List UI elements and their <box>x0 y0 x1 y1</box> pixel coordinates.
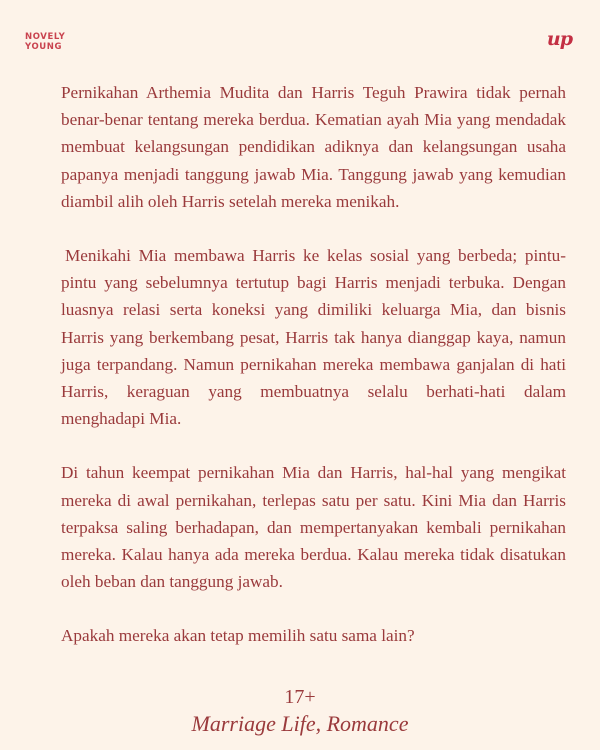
synopsis <box>61 79 566 650</box>
synopsis-paragraph-1: Pernikahan Arthemia Mudita dan Harris Teguh Prawira tidak pernah benar-benar tentang mereka berdua. Kematian ayah Mia yang mendadak membuat kelangsungan pendidikan adiknya dan kelangsungan usaha papanya menjadi tanggung jawab Mia. Tanggung jawab yang kemudian diambil alih oleh Harris setelah mereka menikah. <box>61 83 566 211</box>
brand-logo <box>25 32 65 52</box>
brand-line-2: YOUNG <box>25 42 63 52</box>
footer <box>0 684 600 738</box>
genre-list: Marriage Life, Romance <box>191 711 409 736</box>
synopsis-paragraph-2: Menikahi Mia membawa Harris ke kelas sosial yang berbeda; pintu-pintu yang sebelumnya tertutup bagi Harris menjadi terbuka. Dengan luasnya relasi serta koneksi yang dimiliki keluarga Mia, dan bisnis Harris yang berkembang pesat, Harris tak hanya dianggap kaya, namun juga terpandang. Namun pernikahan mereka membawa ganjalan di hati Harris, keraguan yang membuatnya selalu berhati-hati dalam menghadapi Mia. <box>61 246 566 429</box>
synopsis-paragraph-3: Di tahun keempat pernikahan Mia dan Harris, hal-hal yang mengikat mereka di awal pernikahan, terlepas satu per satu. Kini Mia dan Harris terpaksa saling berhadapan, dan mempertanyakan kembali pernikahan mereka. Kalau hanya ada mereka berdua. Kalau mereka tidak disatukan oleh beban dan tanggung jawab. <box>61 463 566 592</box>
synopsis-question: Apakah mereka akan tetap memilih satu sama lain? <box>61 626 415 646</box>
age-rating: 17+ <box>284 686 316 708</box>
brand-line-1: NOVELY <box>25 32 66 42</box>
up-logo-icon: up <box>546 28 572 50</box>
